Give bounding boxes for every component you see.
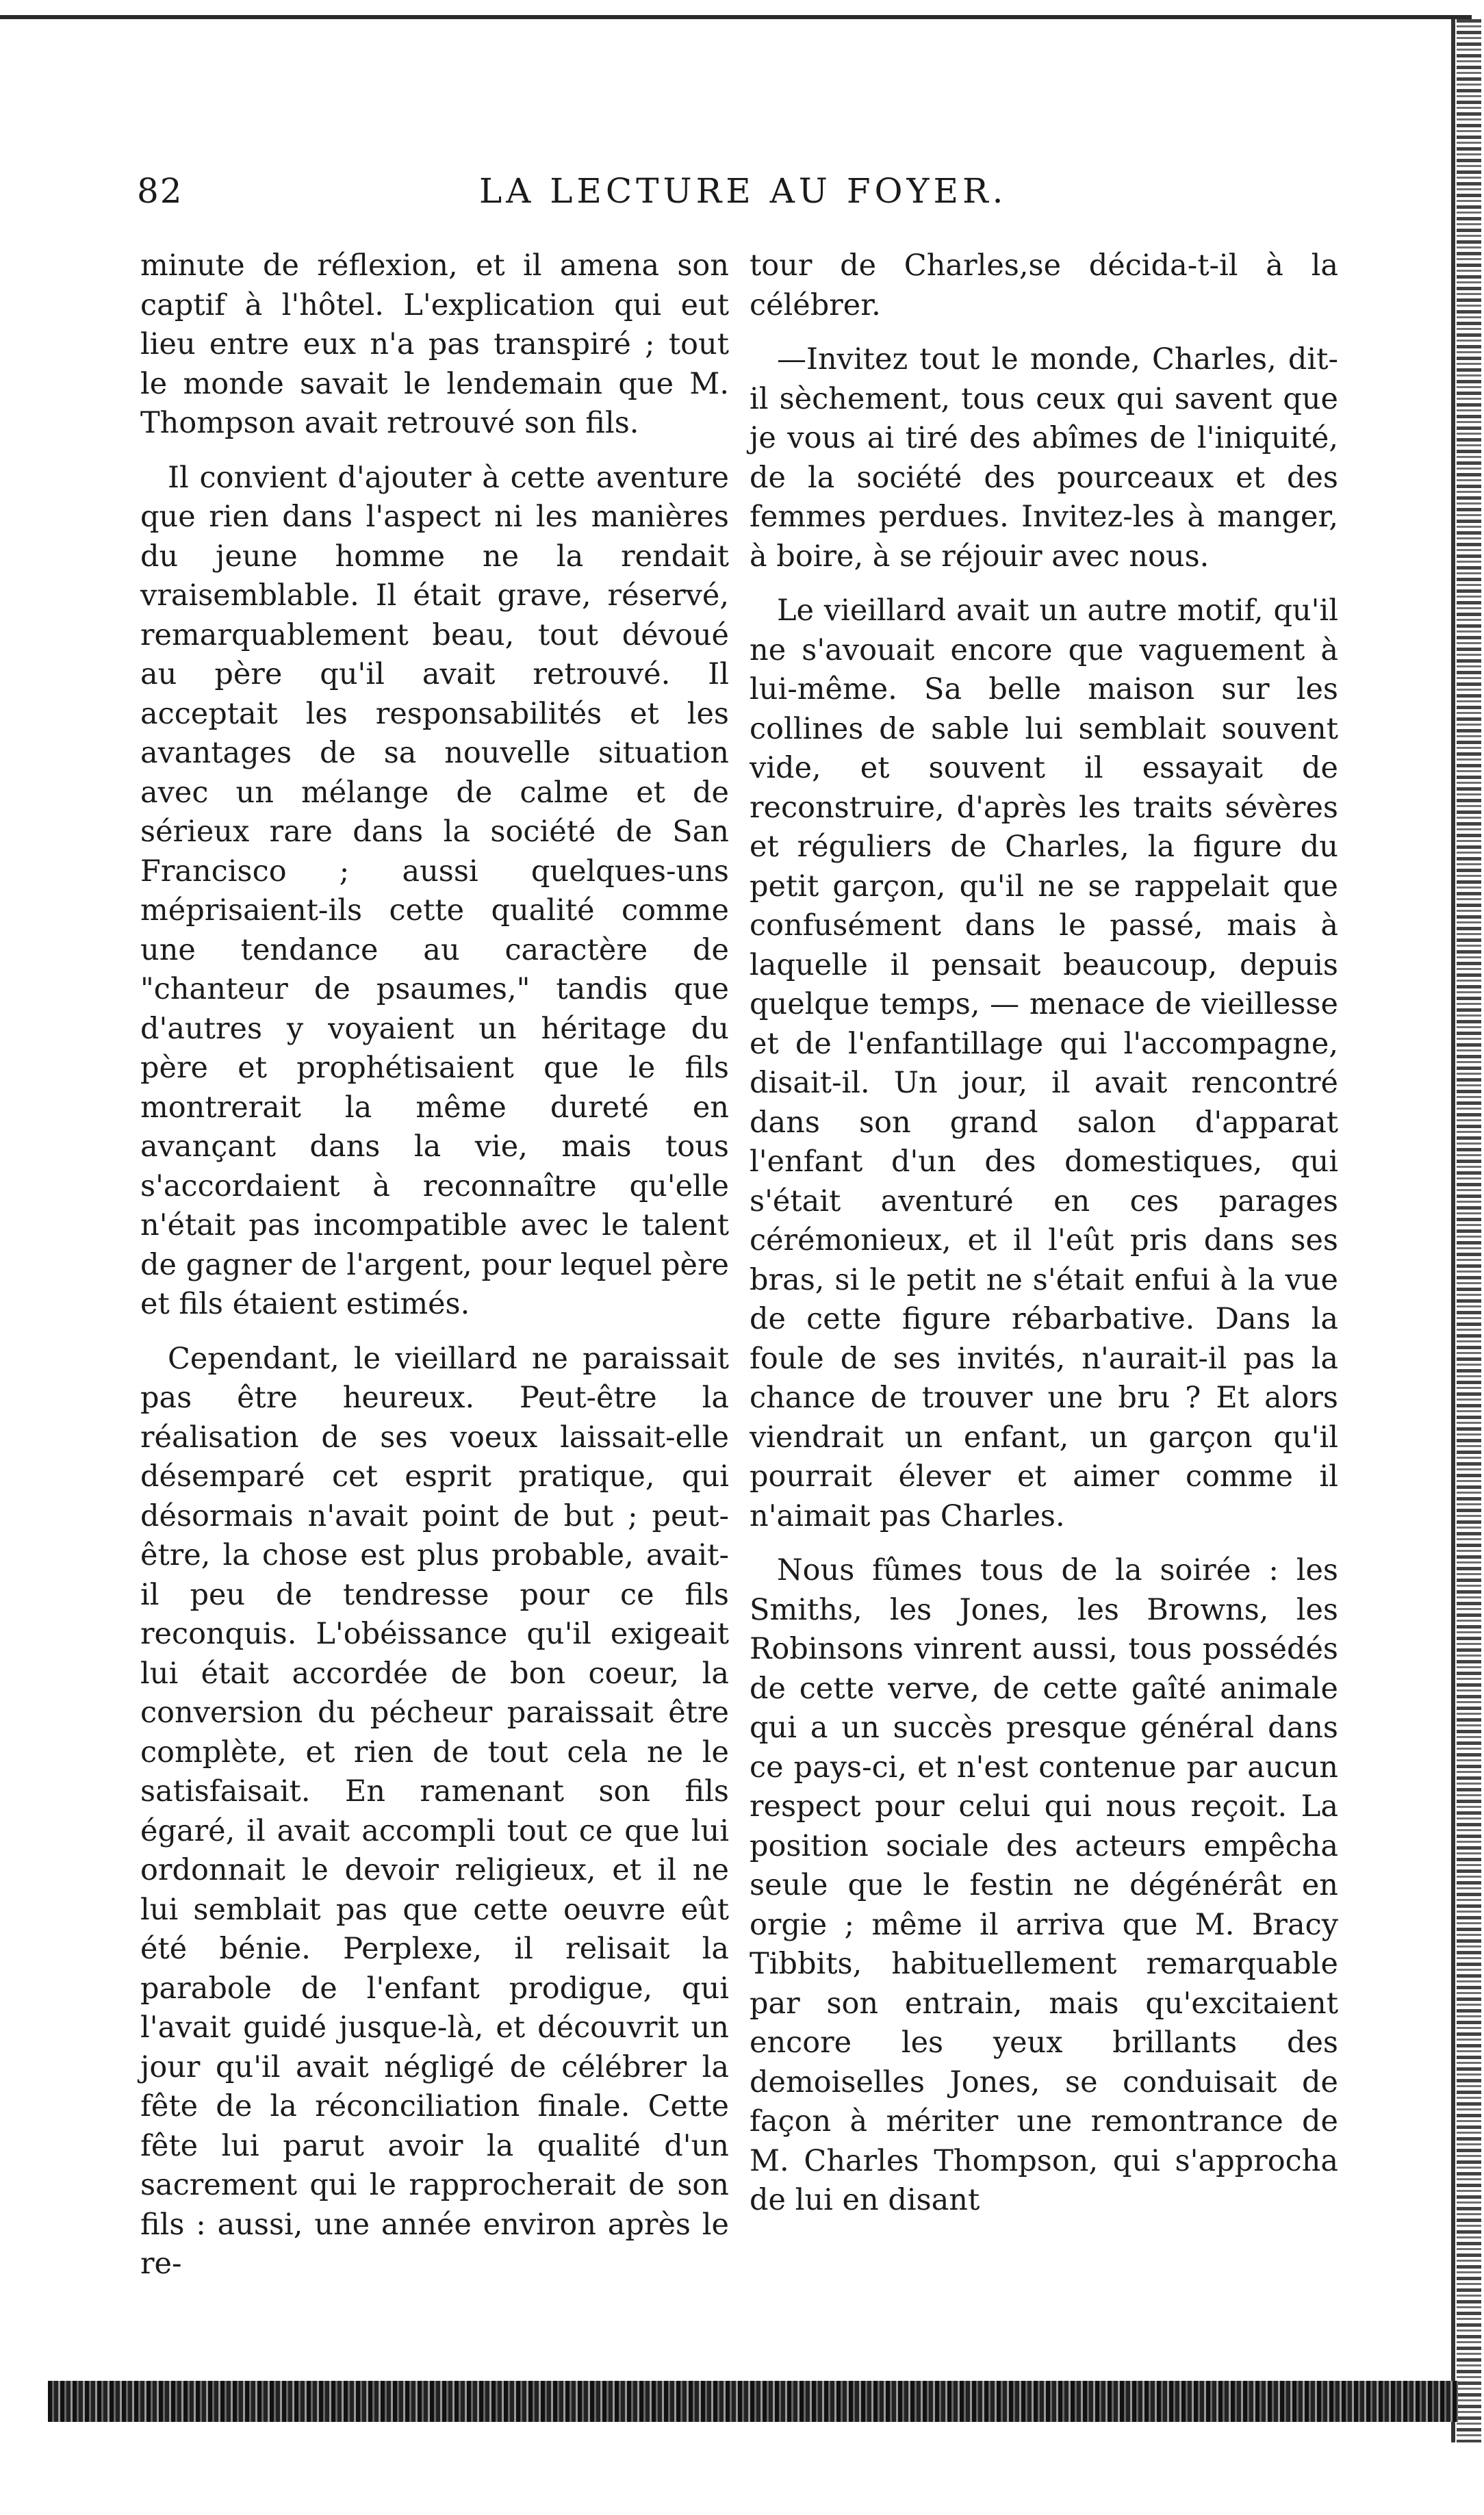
left-paragraph-2: Il convient d'ajouter à cette aventure que rien dans l'aspect ni les manières du jeune homme ne la rendait vraisemblable. Il était grave, réservé, remarquablement beau, tout dévoué au père qu'il avait retrouvé. Il acceptait les responsabilités et les avantages de sa nouvelle situation avec un mélange de calme et de sérieux rare dans la société de San Francisco ; aussi quelques-uns méprisaient-ils cette qualité comme une tendance au caractère de "chanteur de psaumes," tandis que d'autres y voyaient un héritage du père et prophétisaient que le fils montrerait la même dureté en avançant dans la vie, mais tous s'accordaient à reconnaître qu'elle n'était pas incompatible avec le talent de gagner de l'argent, pour lequel père et fils étaient estimés. [140,460,729,1321]
running-title: LA LECTURE AU FOYER. [479,171,1008,211]
left-paragraph-3: Cependant, le vieillard ne paraissait pas être heureux. Peut-être la réalisation de ses voeux laissait-elle désemparé cet esprit pratique, qui désormais n'avait point de but ; peut-être, la chose est plus probable, avait-il peu de tendresse pour ce fils reconquis. L'obéissance qu'il exigeait lui était accordée de bon coeur, la conversion du pécheur paraissait être complète, et rien de tout cela ne le satisfaisait. En ramenant son fils égaré, il avait accompli tout ce que lui ordonnait le devoir religieux, et il ne lui semblait pas que cette oeuvre eût été bénie. Perplexe, il relisait la parabole de l'enfant prodigue, qui l'avait guidé jusque-là, et découvrit un jour qu'il avait négligé de célébrer la fête de la réconciliation finale. Cette fête lui parut avoir la qualité d'un sacrement qui le rapprocherait de son fils : aussi, une année environ après le re- [140,1341,729,2281]
left-paragraph-1: minute de réflexion, et il amena son captif à l'hôtel. L'explication qui eut lieu entre eux n'a pas transpiré ; tout le monde savait le lendemain que M. Thompson avait retrouvé son fils. [140,248,729,440]
right-paragraph-4: Nous fûmes tous de la soirée : les Smiths, les Jones, les Browns, les Robinsons vinrent aussi, tous possédés de cette verve, de cette gaîté animale qui a un succès presque général dans ce pays-ci, et n'est contenue par aucun respect pour celui qui nous reçoit. La position sociale des acteurs empêcha seule que le festin ne dégénérât en orgie ; même il arriva que M. Bracy Tibbits, habituellement remarquable par son entrain, mais qu'excitaient encore les yeux brillants des demoiselles Jones, se conduisait de façon à mériter une remontrance de M. Charles Thompson, qui s'approcha de lui en disant [750,1553,1338,2217]
top-rule [0,15,1472,19]
page-header [137,171,1335,219]
right-paragraph-3: Le vieillard avait un autre motif, qu'il ne s'avouait encore que vaguement à lui-même. Sa belle maison sur les collines de sable lui semblait souvent vide, et souvent il essayait de reconstruire, d'après les traits sévères et réguliers de Charles, la figure du petit garçon, qu'il ne se rappelait que confusément dans le passé, mais à laquelle il pensait beaucoup, depuis quelque temps, — menace de vieillesse et de l'enfantillage qui l'accompagne, disait-il. Un jour, il avait rencontré dans son grand salon d'apparat l'enfant d'un des domestiques, qui s'était aventuré en ces parages cérémonieux, et il l'eût pris dans ses bras, si le petit ne s'était enfui à la vue de cette figure rébarbative. Dans la foule de ses invités, n'aurait-il pas la chance de trouver une bru ? Et alors viendrait un enfant, un garçon qu'il pourrait élever et aimer comme il n'aimait pas Charles. [750,593,1338,1533]
left-column [140,246,729,2299]
right-paragraph-1: tour de Charles,se décida-t-il à la célébrer. [750,248,1338,322]
bottom-scan-band [48,2381,1458,2422]
page-number: 82 [137,171,183,211]
right-page-edge [1457,19,1481,2442]
right-column [750,246,1338,2236]
right-paragraph-2: —Invitez tout le monde, Charles, dit-il sèchement, tous ceux qui savent que je vous ai tiré des abîmes de l'iniquité, de la société des pourceaux et des femmes perdues. Invitez-les à manger, à boire, à se réjouir avec nous. [750,342,1338,574]
right-page-edge-line [1451,19,1455,2442]
